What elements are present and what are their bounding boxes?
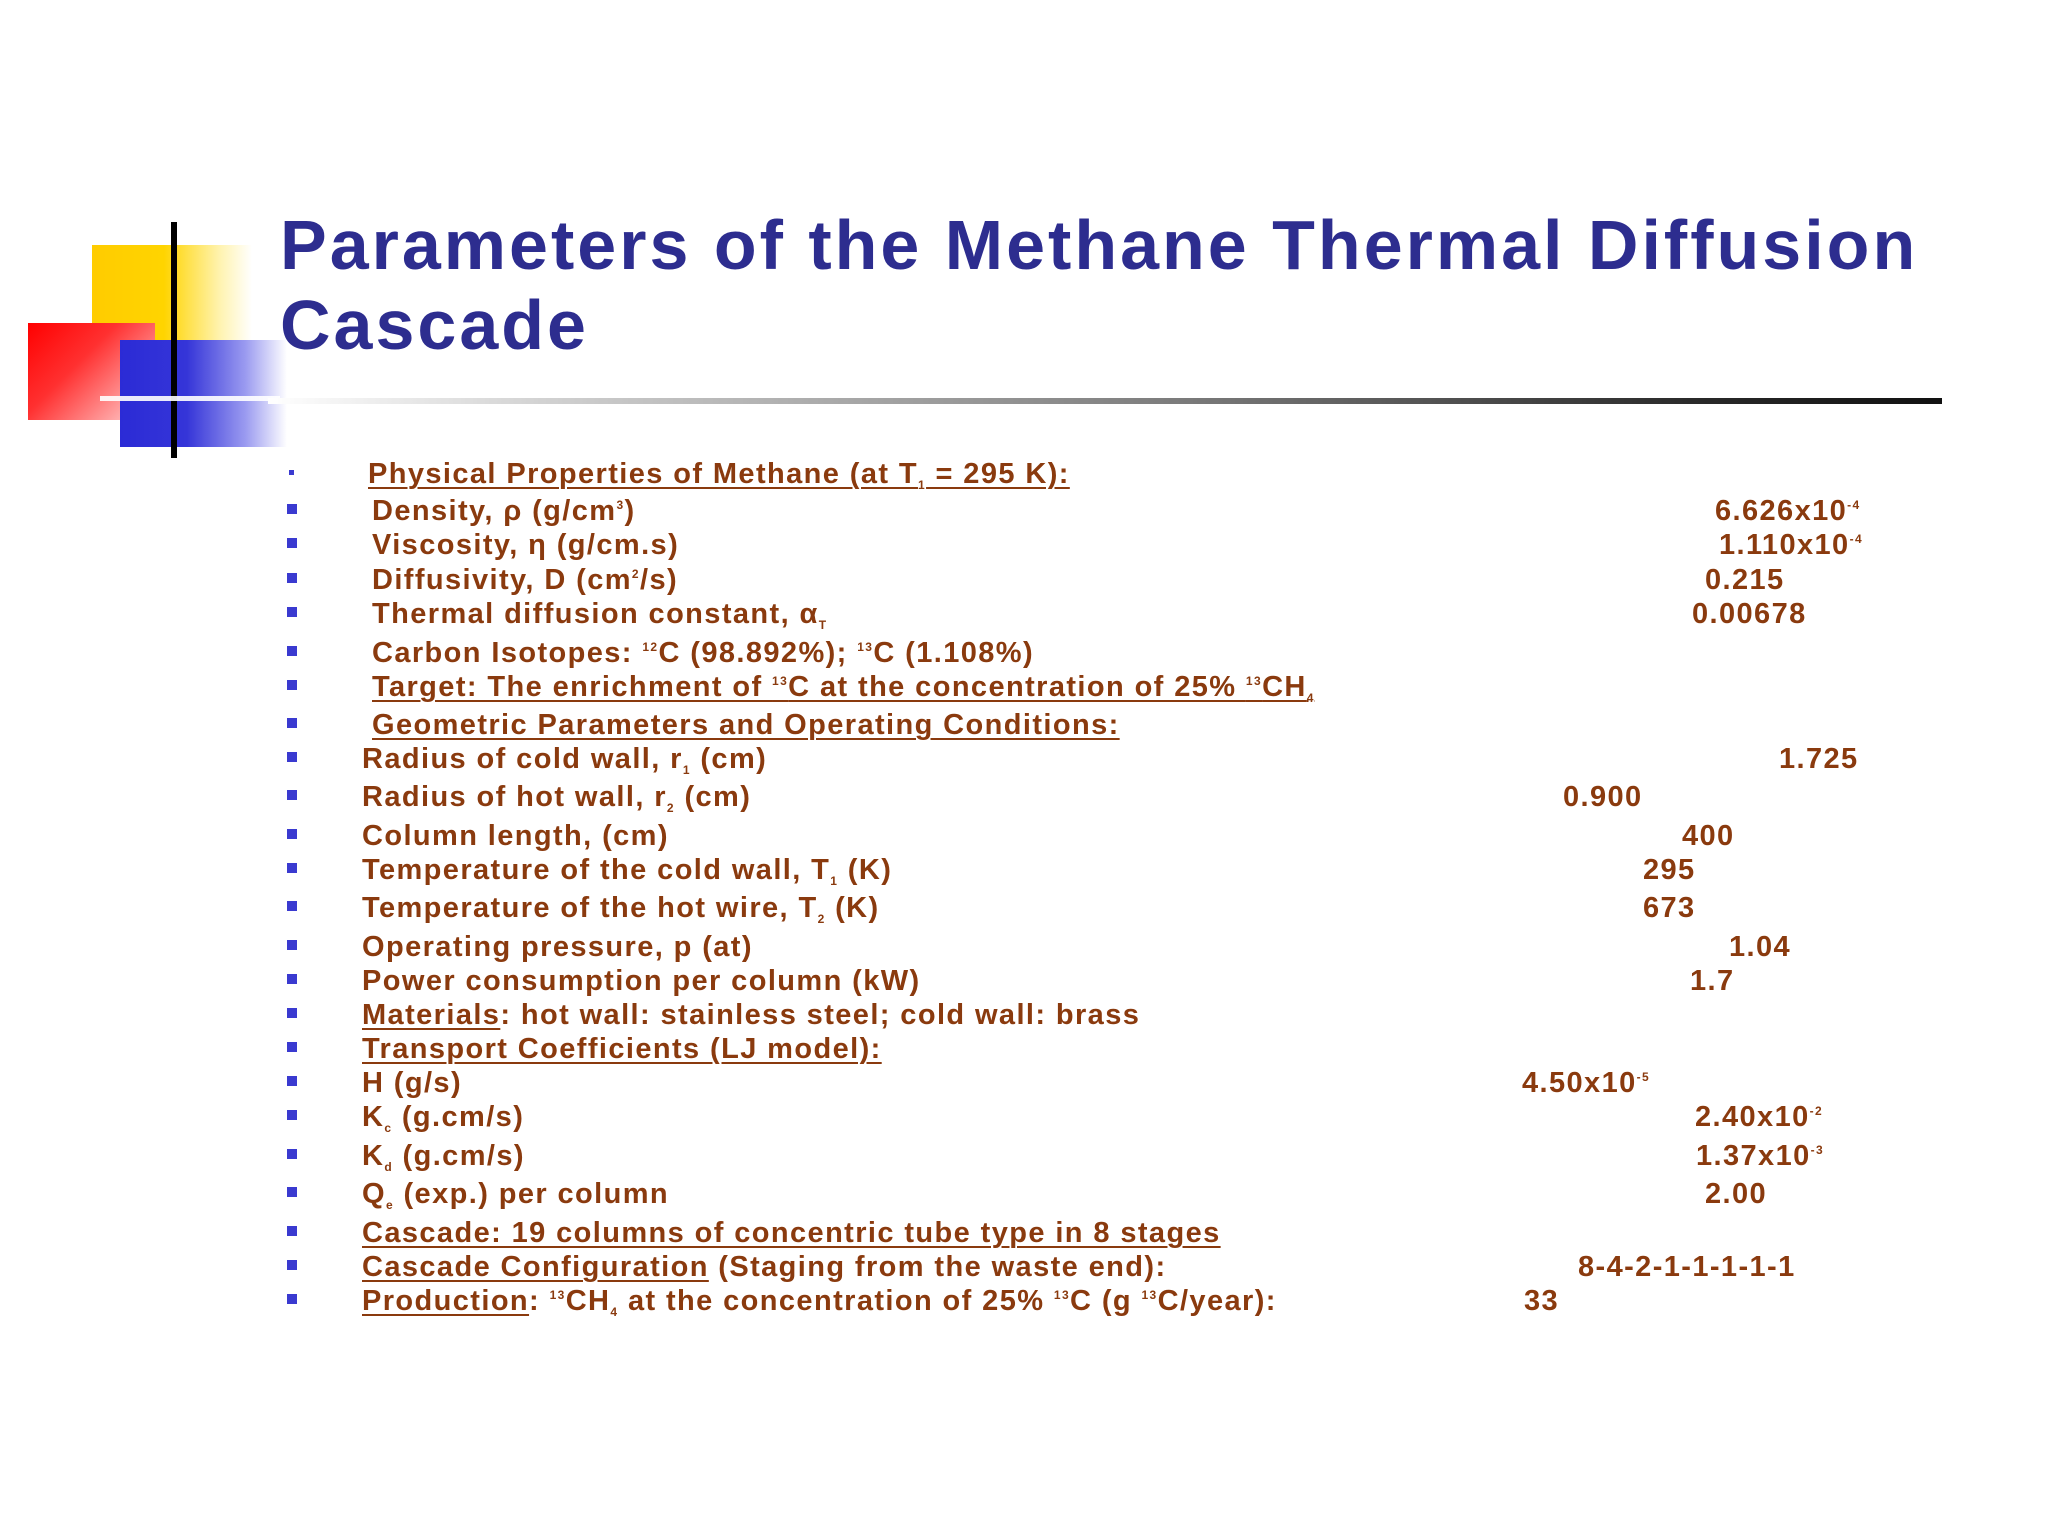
carbon-isotopes-label: Carbon Isotopes: $^{12}$C (98.892%); $^{13}$C (1.108%) (372, 637, 1035, 669)
bullet-icon (287, 538, 297, 548)
cascade-label: Cascade: 19 columns of concentric tube type in 8 stages (362, 1217, 1221, 1249)
cascade-configuration-value: 8-4-2-1-1-1-1-1 (1578, 1251, 1796, 1283)
temperature-cold-wall-label: Temperature of the cold wall, $T_1$ (K) (362, 854, 893, 888)
bullet-icon (287, 718, 297, 728)
bullet-icon (287, 940, 297, 950)
bullet-icon (287, 573, 297, 583)
bullet-icon (287, 752, 297, 762)
h-value: $4.50x10^{-5}$ (1522, 1067, 1651, 1099)
bullet-icon (287, 863, 297, 873)
bullet-icon (287, 646, 297, 656)
diffusivity-value: 0.215 (1705, 564, 1785, 596)
geometric-parameters-header: Geometric Parameters and Operating Conditions: (372, 709, 1120, 741)
bullet-icon (287, 974, 297, 984)
temperature-cold-wall-value: 295 (1643, 854, 1696, 886)
radius-cold-wall-value: 1.725 (1779, 743, 1859, 775)
materials-link: Materials (362, 999, 501, 1031)
horizontal-line-decoration (100, 396, 280, 401)
density-label: Density, ρ $(g/cm^3)$ (372, 495, 636, 527)
bullet-icon (287, 1294, 297, 1304)
bullet-icon (289, 470, 294, 475)
kc-label: $K_c$ (g.cm/s) (362, 1101, 525, 1135)
bullet-icon (287, 1226, 297, 1236)
temperature-hot-wire-label: Temperature of the hot wire, $T_2$ (K) (362, 892, 880, 926)
vertical-line-decoration (171, 222, 177, 458)
bullet-icon (287, 504, 297, 514)
viscosity-value: $1.110x10^{-4}$ (1719, 529, 1864, 561)
density-value: $6.626x10^{-4}$ (1715, 495, 1861, 527)
bullet-icon (287, 1187, 297, 1197)
bullet-icon (287, 1110, 297, 1120)
h-label: H (g/s) (362, 1067, 463, 1099)
qe-label: $Q_e$ (exp.) per column (362, 1178, 670, 1212)
bullet-icon (287, 790, 297, 800)
production-label: Production: $^{13}CH_4$ at the concentration of 25% $^{13}$C (g $^{13}$C/year): (362, 1285, 1277, 1319)
bullet-icon (287, 1076, 297, 1086)
bullet-icon (287, 829, 297, 839)
viscosity-label: Viscosity, η (g/cm.s) (372, 529, 680, 561)
title-underline-rule (268, 398, 1942, 404)
diffusivity-label: Diffusivity, D $(cm^2/s)$ (372, 564, 679, 596)
bullet-icon (287, 1008, 297, 1018)
radius-cold-wall-label: Radius of cold wall, $r_1$ (cm) (362, 743, 768, 777)
power-consumption-value: 1.7 (1690, 965, 1735, 997)
temperature-hot-wire-value: 673 (1643, 892, 1696, 924)
bullet-icon (287, 1260, 297, 1270)
operating-pressure-label: Operating pressure, p (at) (362, 931, 753, 963)
slide-title: Parameters of the Methane Thermal Diffusion Cascade (280, 206, 1919, 364)
radius-hot-wall-label: Radius of hot wall, $r_2$ (cm) (362, 781, 752, 815)
production-link: Production (362, 1285, 530, 1317)
cascade-configuration-label: Cascade Configuration (Staging from the waste end): (362, 1251, 1167, 1283)
thermal-diffusion-constant-label: Thermal diffusion constant, $\alpha_T$ (372, 598, 828, 632)
physical-properties-header: Physical Properties of Methane (at $T_1 = 295$ K): (368, 458, 1070, 492)
transport-coefficients-header: Transport Coefficients (LJ model): (362, 1033, 882, 1065)
target-label: Target: The enrichment of $^{13}$C at the concentration of 25% $^{13}CH_4$ (372, 671, 1315, 705)
radius-hot-wall-value: 0.900 (1563, 781, 1643, 813)
materials-label: Materials: hot wall: stainless steel; cold wall: brass (362, 999, 1141, 1031)
production-value: 33 (1524, 1285, 1560, 1317)
blue-square-decoration (120, 340, 287, 447)
power-consumption-label: Power consumption per column (kW) (362, 965, 921, 997)
bullet-icon (287, 1149, 297, 1159)
column-length-label: Column length, (cm) (362, 820, 669, 852)
column-length-value: 400 (1682, 820, 1735, 852)
bullet-icon (287, 607, 297, 617)
qe-value: 2.00 (1705, 1178, 1768, 1210)
cascade-configuration-link: Cascade Configuration (362, 1251, 709, 1283)
kd-value: $1.37x10^{-3}$ (1696, 1140, 1825, 1172)
bullet-icon (287, 901, 297, 911)
bullet-icon (287, 680, 297, 690)
kc-value: $2.40x10^{-2}$ (1695, 1101, 1824, 1133)
thermal-diffusion-constant-value: 0.00678 (1692, 598, 1807, 630)
bullet-icon (287, 1042, 297, 1052)
operating-pressure-value: 1.04 (1729, 931, 1792, 963)
kd-label: $K_d$ (g.cm/s) (362, 1140, 525, 1174)
